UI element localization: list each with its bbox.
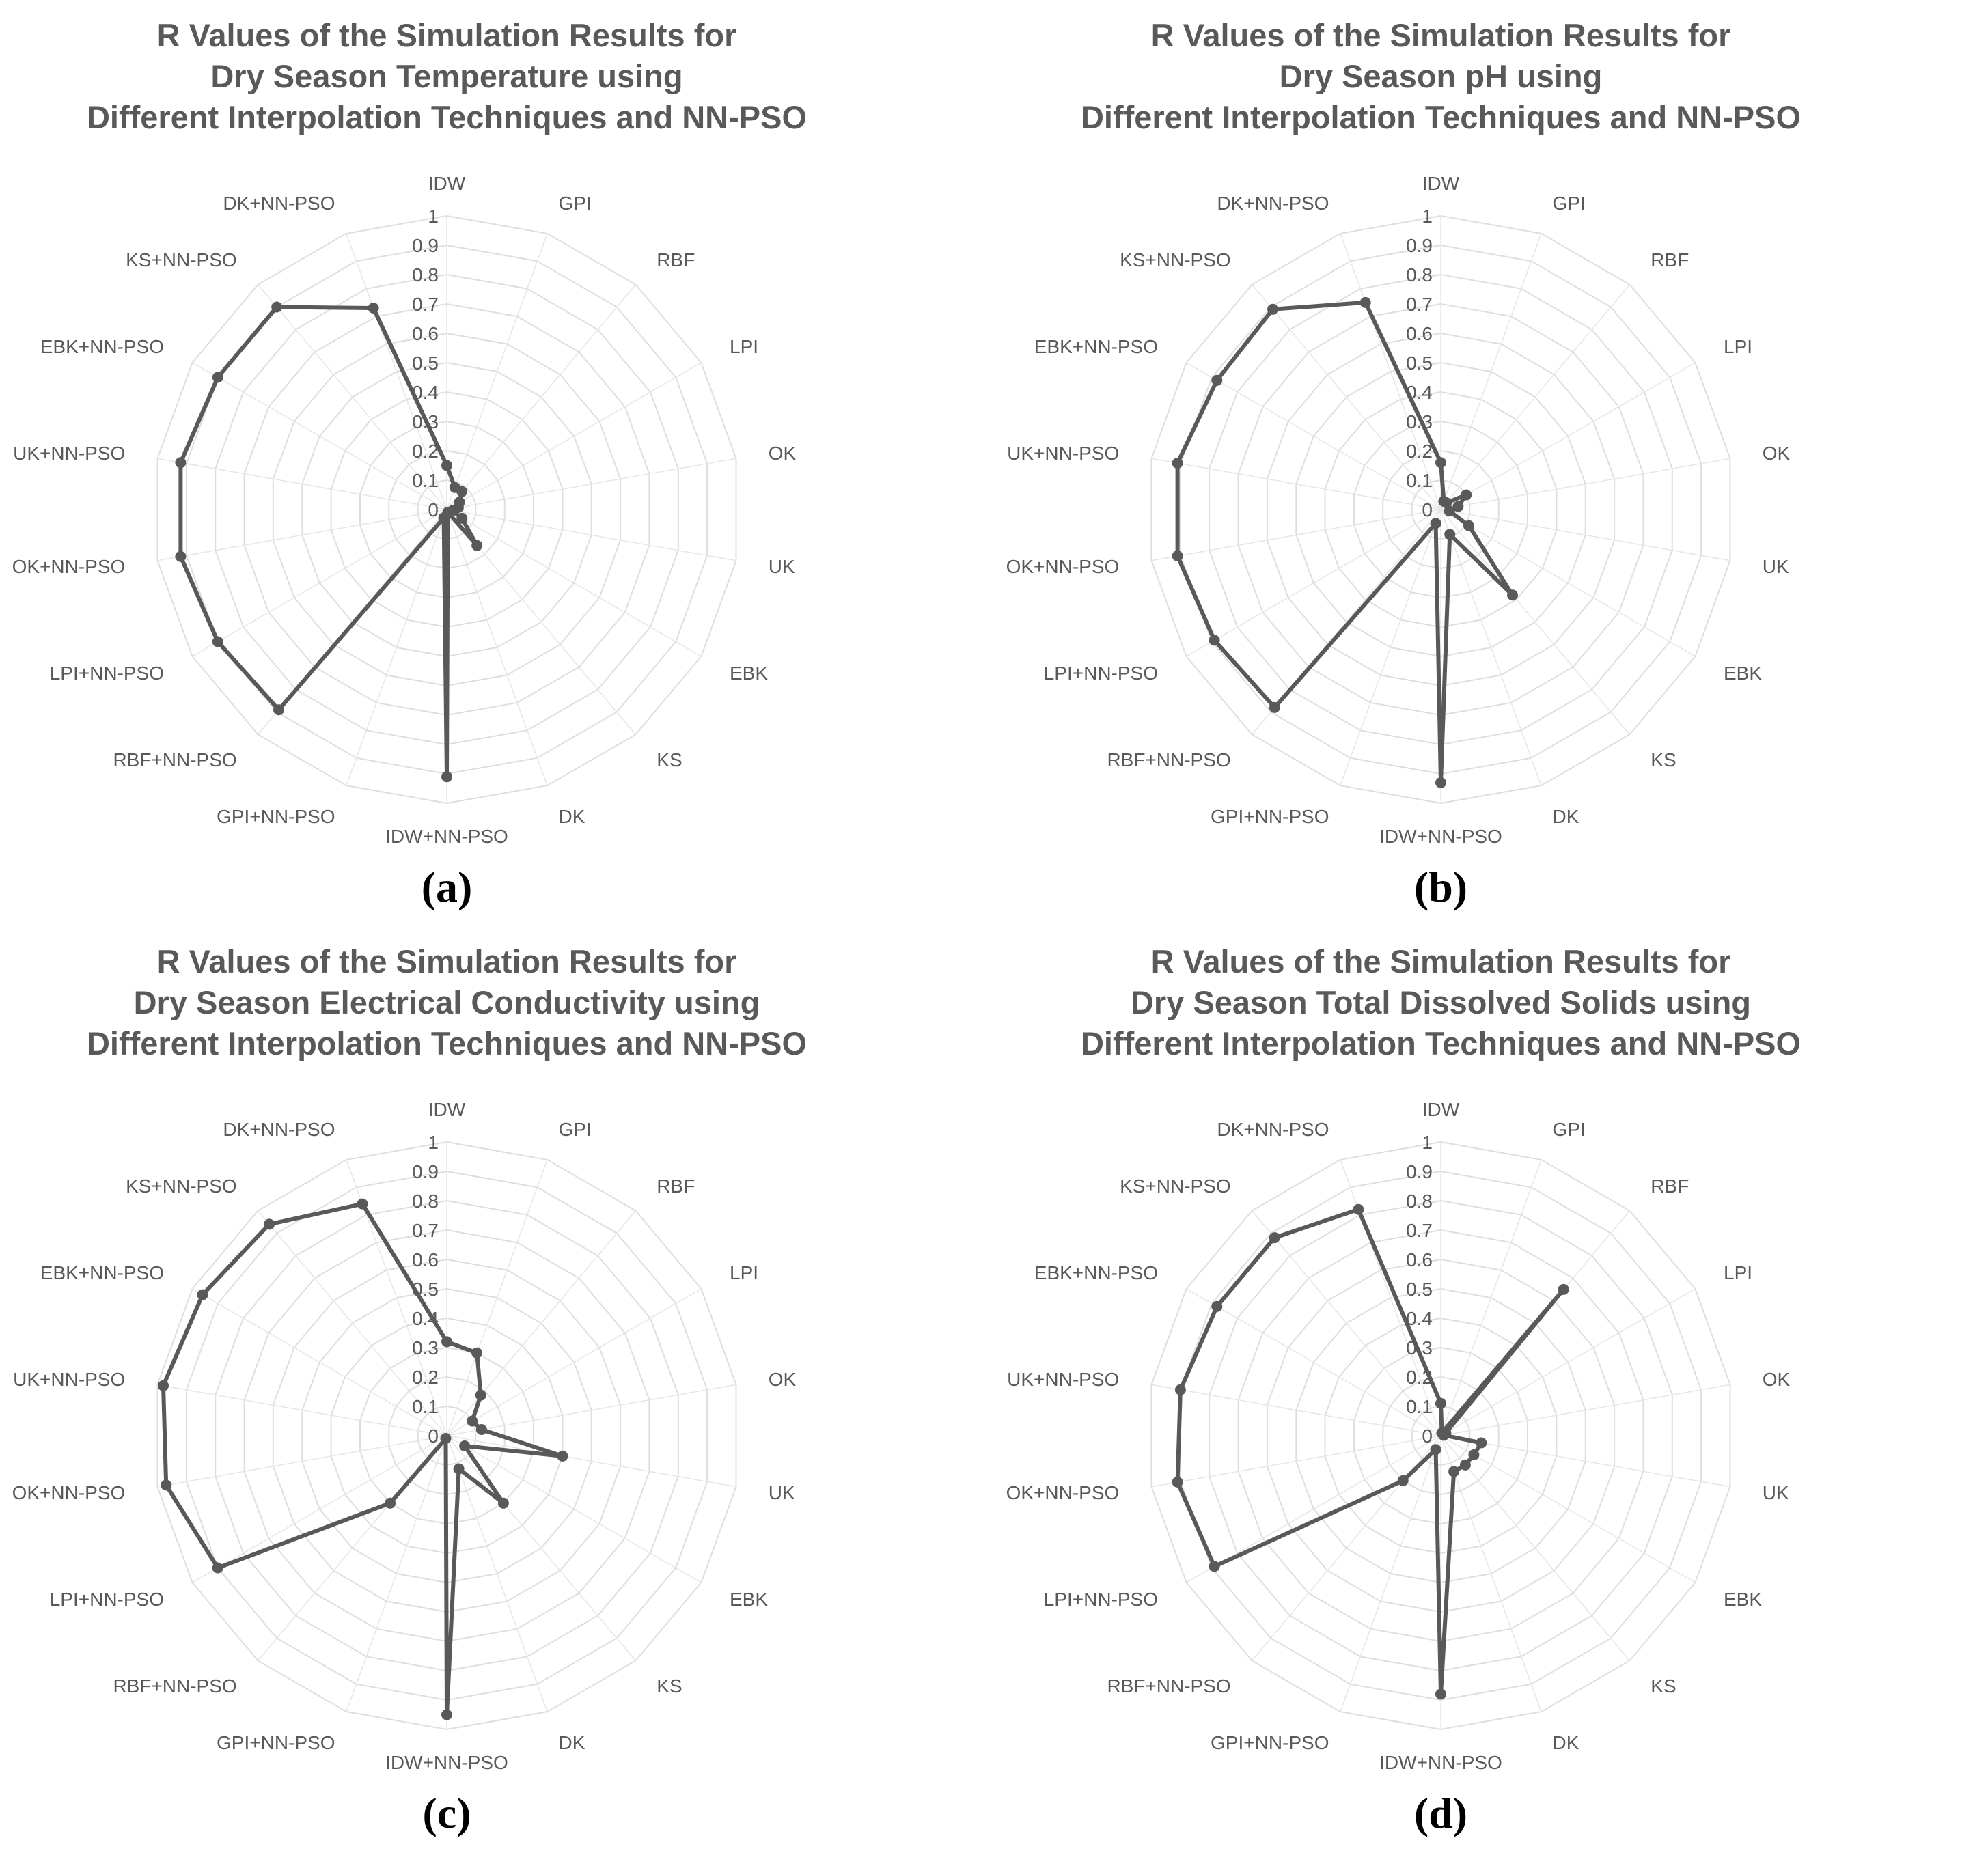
data-point	[467, 1416, 478, 1427]
tick-label: 0.7	[412, 1220, 439, 1241]
category-label: IDW	[1422, 173, 1460, 194]
data-point	[197, 1290, 208, 1300]
data-point	[476, 1424, 487, 1435]
data-point	[471, 540, 482, 551]
data-point	[1444, 505, 1455, 516]
tick-label: 0.1	[412, 1396, 439, 1417]
tick-label: 0.5	[412, 352, 439, 374]
tick-label: 0	[1422, 1425, 1433, 1447]
data-point	[264, 1218, 275, 1229]
category-label: EBK	[1724, 1589, 1763, 1610]
category-label: EBK+NN-PSO	[1034, 336, 1158, 357]
category-label: GPI	[1552, 1118, 1586, 1140]
data-point	[1172, 458, 1183, 469]
category-label: RBF+NN-PSO	[113, 749, 237, 771]
data-point	[1209, 635, 1220, 645]
data-point	[456, 486, 467, 497]
tick-label: 0.9	[1406, 1161, 1433, 1182]
category-label: IDW	[428, 1099, 466, 1120]
category-label: GPI+NN-PSO	[217, 806, 335, 828]
tick-label: 0.2	[1406, 441, 1433, 462]
tick-label: 0.5	[1406, 352, 1433, 374]
data-point	[212, 1563, 223, 1574]
category-label: KS	[657, 749, 682, 771]
data-point	[175, 457, 186, 468]
data-point	[1444, 529, 1455, 540]
tick-label: 0.5	[1406, 1279, 1433, 1300]
category-label: LPI	[1724, 336, 1753, 357]
tick-label: 0.6	[1406, 323, 1433, 344]
category-label: UK	[1762, 556, 1789, 577]
data-point	[271, 302, 282, 313]
tick-label: 0.1	[1406, 1396, 1433, 1417]
data-point	[439, 512, 450, 523]
data-point	[1468, 1449, 1479, 1460]
data-point	[441, 1710, 452, 1720]
data-point	[1175, 1384, 1186, 1395]
category-label: GPI+NN-PSO	[217, 1732, 335, 1754]
grid-spoke	[1441, 1160, 1541, 1436]
data-point	[1460, 1460, 1471, 1471]
category-label: GPI	[558, 192, 592, 214]
data-point	[498, 1498, 509, 1509]
data-point	[161, 1479, 171, 1490]
data-point	[158, 1380, 169, 1391]
panel-label: (a)	[421, 863, 473, 911]
category-label: IDW+NN-PSO	[385, 826, 508, 847]
tick-label: 0.4	[412, 1308, 439, 1329]
tick-label: 1	[428, 1132, 439, 1153]
data-point	[357, 1199, 368, 1210]
category-label: KS+NN-PSO	[1120, 1175, 1231, 1197]
data-point	[1507, 589, 1518, 600]
category-label: GPI	[558, 1118, 592, 1140]
data-point	[1476, 1438, 1487, 1449]
data-point	[1431, 518, 1441, 529]
category-label: DK	[558, 806, 585, 828]
chart-title-line: R Values of the Simulation Results for	[156, 943, 737, 979]
category-label: RBF+NN-PSO	[113, 1675, 237, 1697]
data-point	[1267, 304, 1278, 315]
category-label: LPI+NN-PSO	[1043, 1589, 1158, 1610]
series-line	[180, 307, 477, 777]
chart-title-line: R Values of the Simulation Results for	[156, 17, 737, 53]
tick-label: 0.7	[1406, 294, 1433, 315]
data-point	[1360, 297, 1371, 308]
data-point	[441, 460, 452, 471]
data-point	[1435, 1398, 1446, 1409]
data-point	[1463, 520, 1474, 531]
tick-label: 0.6	[412, 323, 439, 344]
data-point	[385, 1498, 396, 1509]
tick-label: 0.1	[1406, 470, 1433, 491]
category-label: KS+NN-PSO	[126, 1175, 237, 1197]
tick-label: 0.9	[412, 1161, 439, 1182]
tick-label: 1	[1422, 1132, 1433, 1153]
category-label: DK+NN-PSO	[223, 1118, 335, 1140]
category-label: OK	[768, 443, 797, 464]
chart-title-line: Different Interpolation Techniques and NN-PSO	[1080, 99, 1801, 135]
category-label: KS	[657, 1675, 682, 1697]
data-point	[456, 513, 467, 524]
grid-spoke	[447, 1160, 547, 1436]
category-label: LPI	[730, 336, 759, 357]
tick-label: 0.1	[412, 470, 439, 491]
tick-label: 0	[428, 499, 439, 520]
data-point	[471, 1348, 482, 1359]
tick-label: 1	[1422, 206, 1433, 227]
tick-label: 0.2	[412, 1367, 439, 1388]
category-label: OK	[768, 1369, 797, 1390]
data-point	[175, 551, 186, 562]
data-point	[1435, 1688, 1446, 1699]
category-label: DK+NN-PSO	[223, 192, 335, 214]
category-label: UK+NN-PSO	[13, 443, 126, 464]
chart-title-line: Dry Season Total Dissolved Solids using	[1130, 984, 1752, 1020]
category-label: OK+NN-PSO	[12, 1482, 126, 1503]
data-point	[459, 1440, 470, 1451]
tick-label: 0.8	[1406, 1190, 1433, 1212]
category-label: IDW	[1422, 1099, 1460, 1120]
tick-label: 0.3	[1406, 1337, 1433, 1359]
category-label: RBF+NN-PSO	[1107, 1675, 1231, 1697]
category-label: DK	[1552, 806, 1579, 828]
data-point	[1438, 1430, 1449, 1440]
category-label: LPI+NN-PSO	[1043, 663, 1158, 684]
panel-label: (c)	[422, 1789, 471, 1837]
tick-label: 0.8	[412, 1190, 439, 1212]
category-label: IDW+NN-PSO	[1379, 1752, 1502, 1773]
panel-label: (b)	[1413, 863, 1468, 911]
category-label: EBK+NN-PSO	[1034, 1262, 1158, 1283]
category-label: EBK	[1724, 663, 1763, 684]
category-label: RBF	[657, 1175, 695, 1197]
chart-title-line: Different Interpolation Techniques and NN-PSO	[86, 1025, 807, 1061]
data-point	[1269, 702, 1280, 713]
category-label: OK+NN-PSO	[12, 556, 126, 577]
grid-spoke	[1340, 1436, 1441, 1712]
category-label: UK	[1762, 1482, 1789, 1503]
data-point	[1398, 1475, 1409, 1486]
data-point	[475, 1390, 486, 1401]
tick-label: 0.8	[412, 264, 439, 285]
tick-label: 0.6	[412, 1249, 439, 1270]
data-point	[1448, 1466, 1459, 1477]
grid-spoke	[1441, 510, 1541, 785]
data-point	[557, 1451, 568, 1462]
data-point	[1172, 551, 1183, 561]
category-label: KS	[1651, 1675, 1676, 1697]
category-label: EBK+NN-PSO	[40, 1262, 164, 1283]
category-label: OK+NN-PSO	[1006, 556, 1120, 577]
category-label: DK	[558, 1732, 585, 1754]
category-label: GPI	[1552, 192, 1586, 214]
radar-panel-c	[0, 926, 994, 1852]
tick-label: 0.3	[412, 411, 439, 432]
data-point	[368, 303, 379, 314]
category-label: UK	[768, 556, 795, 577]
category-label: EBK	[730, 663, 769, 684]
data-point	[1435, 457, 1446, 468]
category-label: RBF	[1651, 249, 1689, 270]
tick-label: 0.5	[412, 1279, 439, 1300]
category-label: UK	[768, 1482, 795, 1503]
data-point	[212, 372, 223, 383]
category-label: OK	[1762, 1369, 1791, 1390]
data-point	[441, 1433, 452, 1444]
chart-title-line: Different Interpolation Techniques and NN-PSO	[86, 99, 807, 135]
category-label: IDW	[428, 173, 466, 194]
category-label: LPI	[1724, 1262, 1753, 1283]
radar-chart-svg	[994, 926, 1988, 1852]
tick-label: 0.3	[412, 1337, 439, 1359]
category-label: DK+NN-PSO	[1217, 192, 1329, 214]
tick-label: 0.4	[412, 382, 439, 403]
radar-panel-d	[994, 926, 1988, 1852]
grid-spoke	[447, 1436, 547, 1712]
category-label: UK+NN-PSO	[1007, 1369, 1120, 1390]
chart-title-line: R Values of the Simulation Results for	[1150, 943, 1731, 979]
category-label: LPI+NN-PSO	[49, 1589, 164, 1610]
tick-label: 0	[428, 1425, 439, 1447]
tick-label: 0.3	[1406, 411, 1433, 432]
tick-label: 0.4	[1406, 382, 1433, 403]
tick-label: 0.6	[1406, 1249, 1433, 1270]
data-point	[1461, 490, 1472, 501]
grid-spoke	[1340, 510, 1441, 785]
tick-label: 0.7	[1406, 1220, 1433, 1241]
category-label: IDW+NN-PSO	[385, 1752, 508, 1773]
series-line	[1178, 1210, 1564, 1695]
category-label: EBK	[730, 1589, 769, 1610]
category-label: KS	[1651, 749, 1676, 771]
data-point	[441, 771, 452, 782]
grid-spoke	[346, 1436, 447, 1712]
tick-label: 0	[1422, 499, 1433, 520]
panel-label: (d)	[1413, 1789, 1468, 1837]
tick-label: 0.9	[1406, 235, 1433, 256]
chart-title-line: Different Interpolation Techniques and NN-PSO	[1080, 1025, 1801, 1061]
data-point	[1558, 1284, 1569, 1295]
category-label: KS+NN-PSO	[1120, 249, 1231, 270]
chart-title-line: Dry Season Electrical Conductivity using	[133, 984, 760, 1020]
category-label: LPI	[730, 1262, 759, 1283]
radar-chart-svg	[0, 926, 994, 1852]
category-label: UK+NN-PSO	[1007, 443, 1120, 464]
category-label: OK+NN-PSO	[1006, 1482, 1120, 1503]
category-label: GPI+NN-PSO	[1211, 806, 1329, 828]
tick-label: 0.7	[412, 294, 439, 315]
tick-label: 0.9	[412, 235, 439, 256]
chart-title-line: Dry Season Temperature using	[210, 58, 683, 94]
tick-label: 0.2	[412, 441, 439, 462]
radar-chart-svg	[994, 0, 1988, 926]
category-label: RBF	[1651, 1175, 1689, 1197]
category-label: IDW+NN-PSO	[1379, 826, 1502, 847]
category-label: UK+NN-PSO	[13, 1369, 126, 1390]
data-point	[1209, 1561, 1220, 1572]
category-label: KS+NN-PSO	[126, 249, 237, 270]
category-label: EBK+NN-PSO	[40, 336, 164, 357]
data-point	[273, 704, 284, 715]
chart-title-line: Dry Season pH using	[1279, 58, 1603, 94]
data-point	[1211, 375, 1222, 386]
category-label: RBF+NN-PSO	[1107, 749, 1231, 771]
data-point	[1211, 1301, 1222, 1312]
tick-label: 0.4	[1406, 1308, 1433, 1329]
data-point	[212, 637, 223, 647]
tick-label: 0.2	[1406, 1367, 1433, 1388]
data-point	[1172, 1477, 1183, 1488]
category-label: LPI+NN-PSO	[49, 663, 164, 684]
tick-label: 1	[428, 206, 439, 227]
category-label: GPI+NN-PSO	[1211, 1732, 1329, 1754]
chart-title-line: R Values of the Simulation Results for	[1150, 17, 1731, 53]
radar-chart-svg	[0, 0, 994, 926]
category-label: OK	[1762, 443, 1791, 464]
data-point	[454, 1464, 465, 1475]
data-point	[1269, 1232, 1280, 1243]
grid-spoke	[447, 510, 547, 785]
grid-spoke	[447, 234, 547, 510]
category-label: RBF	[657, 249, 695, 270]
data-point	[441, 1336, 452, 1347]
grid-spoke	[346, 510, 447, 785]
radar-panel-a	[0, 0, 994, 926]
category-label: DK	[1552, 1732, 1579, 1754]
tick-label: 0.8	[1406, 264, 1433, 285]
data-point	[1431, 1444, 1441, 1455]
radar-panel-b	[994, 0, 1988, 926]
grid-spoke	[1441, 1436, 1541, 1712]
data-point	[1435, 777, 1446, 788]
category-label: DK+NN-PSO	[1217, 1118, 1329, 1140]
grid-spoke	[1441, 234, 1541, 510]
data-point	[1353, 1204, 1364, 1215]
